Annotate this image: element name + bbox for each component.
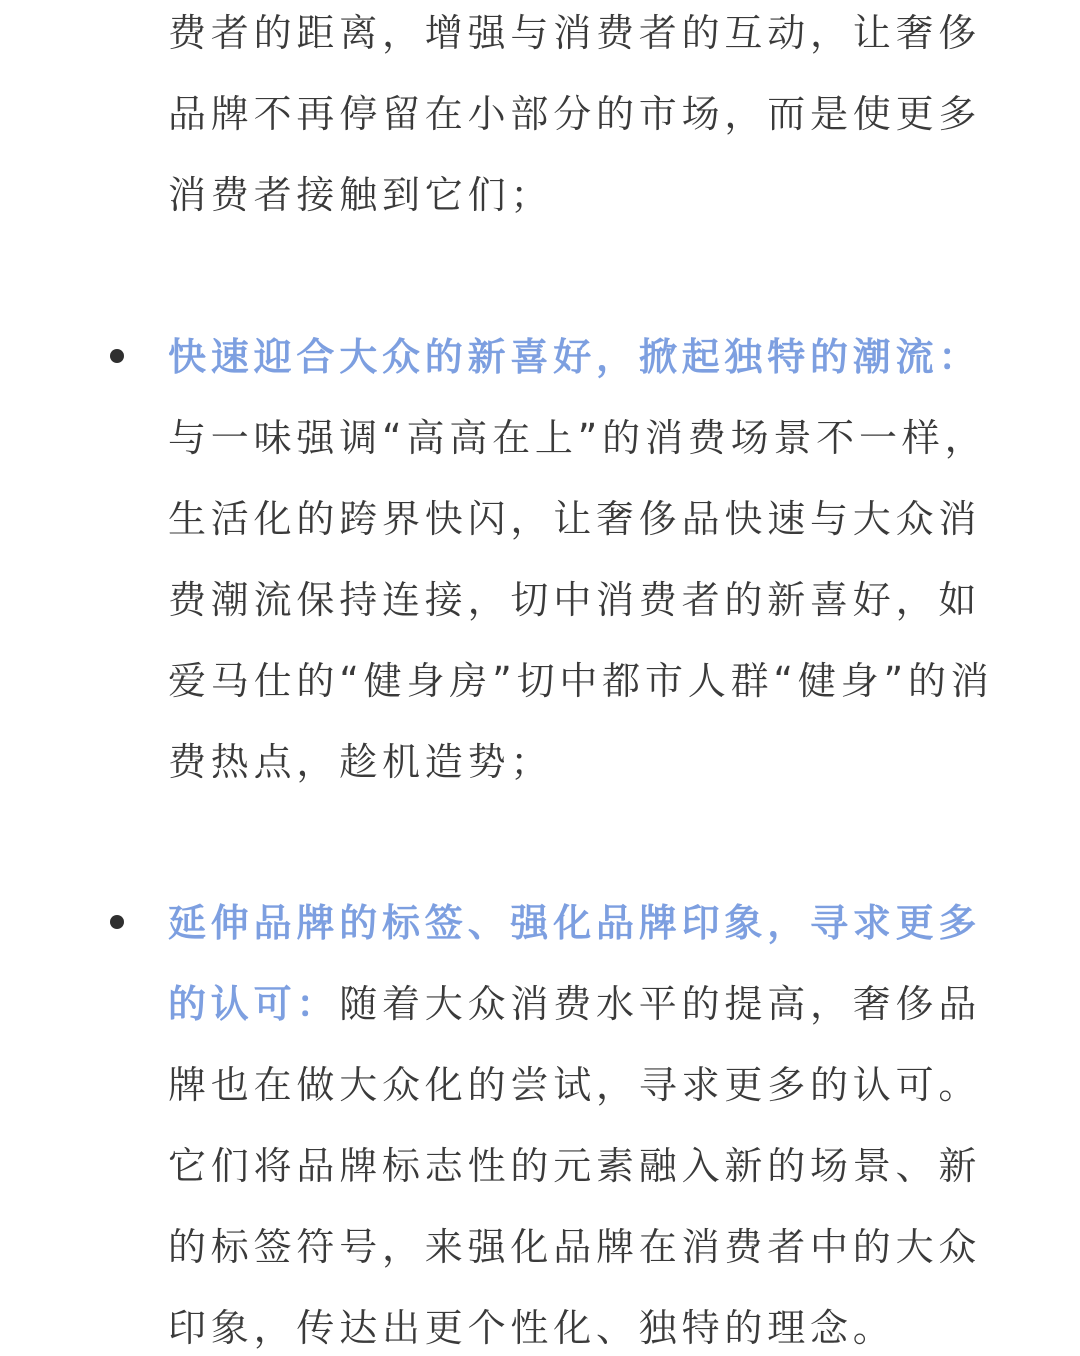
bullet-dot-icon (110, 915, 124, 929)
list-item-body-line: 它们将品牌标志性的元素融入新的场景、新 (168, 1144, 982, 1188)
paragraph-line: 费者的距离，增强与消费者的互动，让奢侈 (168, 11, 982, 55)
paragraph-line: 消费者接触到它们； (168, 173, 554, 217)
list-item-title-continued-line (168, 979, 981, 1029)
list-item-title: 快速迎合大众的新喜好，掀起独特的潮流： (168, 335, 982, 379)
list-item-body-start: 随着大众消费水平的提高，奢侈品 (339, 982, 982, 1026)
list-item-body-line: 的标签符号，来强化品牌在消费者中的大众 (168, 1225, 982, 1269)
list-item-body-line: 与一味强调“高高在上”的消费场景不一样， (168, 416, 988, 460)
bullet-dot-icon (110, 349, 124, 363)
list-item-body-line: 牌也在做大众化的尝试，寻求更多的认可。 (168, 1063, 982, 1107)
list-item-title: 延伸品牌的标签、强化品牌印象，寻求更多 (168, 901, 982, 945)
list-item-body-line: 费潮流保持连接，切中消费者的新喜好，如 (168, 578, 982, 622)
list-item-body-line: 费热点，趁机造势； (168, 740, 554, 784)
paragraph-line: 品牌不再停留在小部分的市场，而是使更多 (168, 92, 982, 136)
list-item-body-line: 印象，传达出更个性化、独特的理念。 (168, 1306, 896, 1350)
list-item-body-line: 爱马仕的“健身房”切中都市人群“健身”的消 (168, 659, 994, 703)
list-item-title-tail: 的认可： (168, 982, 340, 1026)
list-item-body-line: 生活化的跨界快闪，让奢侈品快速与大众消 (168, 497, 982, 541)
